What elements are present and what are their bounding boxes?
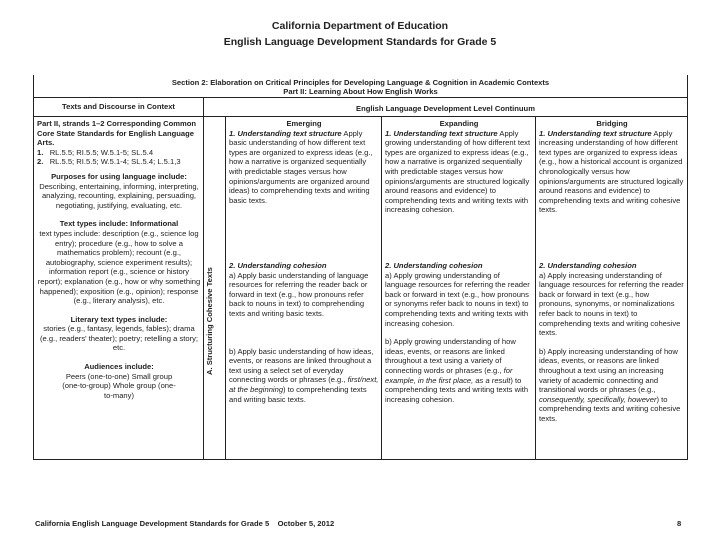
texts-discourse-cell — [37, 119, 201, 400]
level-name: Bridging — [596, 119, 628, 128]
standard-1 — [37, 148, 201, 158]
purposes-text: Describing, entertaining, informing, interpreting, analyzing, recounting, explaining, persuading, negotiating, justifying, evaluating, etc. — [39, 181, 199, 210]
footer-doc — [35, 519, 334, 528]
divider — [535, 116, 536, 459]
divider — [225, 116, 226, 459]
standard-text: Apply growing understanding of how different text types are organized to express ideas (e.g., how a narrative is organized sequentially with predictable stages versus how opinions/arguments are structured logically around reasons and evidence) to comprehending texts and writing texts with increasing cohesion. — [385, 128, 531, 215]
footer-doc-title: California English Language Development Standards for Grade 5 — [35, 519, 270, 528]
section-title: Section 2: Elaboration on Critical Principles for Developing Language & Cognition in Academic Contexts — [171, 78, 550, 87]
standard-num: 2. — [37, 157, 44, 167]
table-border-bottom — [33, 459, 688, 460]
standard-text: a) Apply growing understanding of language resources for referring the reader back or forward in text (e.g., how pronouns or synonyms refer back to nouns in text) to comprehending texts and writing texts with increasing cohesion. — [385, 270, 530, 328]
standard-title: 2. Understanding cohesion — [385, 261, 483, 270]
right-column-header: English Language Development Level Continuum — [356, 104, 535, 113]
standard-title: 1. Understanding text structure — [385, 128, 498, 138]
divider — [33, 97, 688, 98]
divider — [33, 116, 688, 117]
standard-2 — [37, 157, 201, 167]
level-name: Expanding — [439, 119, 479, 128]
expanding-column — [385, 119, 533, 215]
text-types-text: text types include: description (e.g., science log entry); procedure (e.g., how to solve a mathematics problem); recount (e.g., autobiography, science experiment results); information report (e.g., science or history report); explanation (e.g., how or why something happened); exposition (e.g., opinion); response (e.g., literary analysis), etc. — [37, 228, 201, 306]
purposes-title: Purposes for using language include: — [51, 171, 187, 181]
standard-text: RL.5.5; RI.5.5; W.5.1-4; SL.5.4; L.5.1,3 — [49, 157, 181, 167]
standard-text: RL.5.5; RI.5.5; W.5.1-5; SL.5.4 — [49, 147, 154, 157]
literary-text: stories (e.g., fantasy, legends, fables); drama (e.g., readers' theater); poetry; retelling a story; etc. — [39, 324, 199, 353]
bridging-column — [539, 119, 685, 215]
audiences-text: Peers (one-to-one) Small group (one-to-group) Whole group (one-to-many) — [62, 371, 176, 400]
left-column-header: Texts and Discourse in Context — [62, 102, 175, 111]
standard-title: 2. Understanding cohesion — [539, 261, 637, 270]
page-number: 8 — [677, 519, 682, 528]
standard-text: a) Apply basic understanding of language resources for referring the reader back or forward in text (e.g., how pronouns refer back to nouns in text) to comprehending texts and writing basic texts. — [229, 270, 369, 318]
standard-text: b) Apply growing understanding of how ideas, events, or reasons are linked throughout a text using a variety of connecting words or phrases (e.g., for example, in the first place, as a result) to comprehending texts and writing texts with increasing cohesion. — [385, 337, 529, 404]
standard-title: 1. Understanding text structure — [539, 128, 652, 138]
literary-title: Literary text types include: — [70, 314, 168, 324]
emerging-column — [229, 119, 379, 205]
expanding-cohesion — [385, 261, 533, 404]
table-border-left — [33, 75, 34, 460]
standard-title: 1. Understanding text structure — [229, 128, 342, 138]
standard-text: a) Apply increasing understanding of language resources for referring the reader back or forward in text (e.g., how pronouns, synonyms, or nominalizations refer back to nouns in text) to comprehending texts and writing cohesive texts. — [539, 270, 684, 338]
org-name: California Department of Education — [271, 20, 449, 32]
strands-intro: Part II, strands 1–2 Corresponding Common Core State Standards for English Language Arts. — [37, 119, 197, 148]
level-name: Emerging — [286, 119, 322, 128]
standard-text: b) Apply basic understanding of how ideas, events, or reasons are linked throughout a text using a select set of everyday connecting words or phrases (e.g., first/next, at the beginning) to comprehending texts and writing basic texts. — [229, 346, 379, 404]
audiences-title: Audiences include: — [84, 362, 154, 372]
text-types-title: Text types include: Informational — [59, 219, 179, 229]
standard-text: Apply increasing understanding of how different text types are organized to express ideas (e.g., how a historical account is organized chronologically versus how opinions/arguments are structured logically around reasons and evidence) to comprehending texts and writing cohesive texts. — [539, 128, 684, 215]
divider — [203, 97, 204, 459]
standard-text: b) Apply increasing understanding of how ideas, events, or reasons are linked throughout a text using an increasing variety of academic connecting and transitional words or phrases (e.g., consequently, specifically, however) to comprehending texts and writing cohesive texts. — [539, 346, 681, 423]
standard-title: 2. Understanding cohesion — [229, 261, 327, 270]
bridging-cohesion — [539, 261, 685, 424]
footer-date: October 5, 2012 — [277, 519, 335, 528]
row-label: A. Structuring Cohesive Texts — [205, 267, 214, 375]
part-title: Part II: Learning About How English Works — [283, 87, 438, 96]
standard-num: 1. — [37, 147, 44, 157]
standard-text: Apply basic understanding of how different text types are organized to express ideas (e.g., how a narrative is organized sequentially with predictable stages versus how opinions/arguments are organized around ideas) to comprehending texts and writing basic texts. — [229, 128, 373, 205]
divider — [381, 116, 382, 459]
doc-title: English Language Development Standards for Grade 5 — [223, 36, 497, 48]
emerging-cohesion — [229, 261, 379, 404]
table-border-right — [687, 75, 688, 460]
